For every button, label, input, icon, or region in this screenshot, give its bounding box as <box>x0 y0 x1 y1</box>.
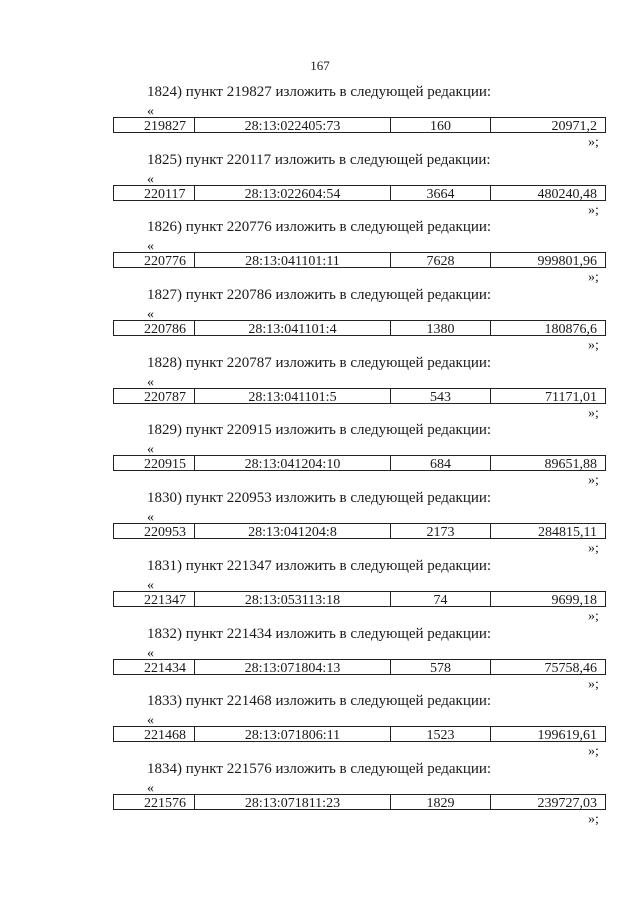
table-row <box>113 117 606 133</box>
amendment-entry <box>0 422 640 490</box>
amendment-heading: 1825) пункт 220117 изложить в следующей редакции: <box>147 151 491 168</box>
closing-quote: »; <box>588 744 599 760</box>
amendment-entry <box>0 693 640 761</box>
amendment-heading: 1826) пункт 220776 изложить в следующей редакции: <box>147 219 492 236</box>
table-row <box>113 591 606 607</box>
amount-cell: 75758,46 <box>490 660 605 674</box>
table-row <box>113 726 606 742</box>
closing-quote: »; <box>588 338 599 354</box>
item-number-cell: 219827 <box>144 119 186 132</box>
amendment-entry <box>0 355 640 423</box>
area-cell: 7628 <box>390 253 490 267</box>
cadastral-number-cell: 28:13:022604:54 <box>194 186 390 200</box>
amount-cell: 9699,18 <box>490 592 605 606</box>
closing-quote: »; <box>588 608 599 624</box>
opening-quote: « <box>147 442 154 458</box>
page-number: 167 <box>310 58 330 73</box>
amendment-heading: 1830) пункт 220953 изложить в следующей редакции: <box>147 490 492 507</box>
closing-quote: »; <box>588 270 599 286</box>
amount-cell: 71171,01 <box>490 389 605 403</box>
cadastral-number-cell: 28:13:041101:5 <box>194 389 390 403</box>
item-number-cell: 220915 <box>144 457 186 471</box>
amount-cell: 180876,6 <box>490 321 605 335</box>
opening-quote: « <box>147 577 154 593</box>
item-number-cell: 220117 <box>144 186 186 200</box>
amount-cell: 480240,48 <box>490 186 605 200</box>
area-cell: 1380 <box>390 321 490 335</box>
cadastral-number-cell: 28:13:071804:13 <box>194 660 390 674</box>
item-number-cell: 221576 <box>144 795 186 809</box>
cadastral-number-cell: 28:13:041101:4 <box>194 321 390 335</box>
item-number-cell: 221347 <box>144 592 186 606</box>
closing-quote: »; <box>588 541 599 557</box>
amount-cell: 284815,11 <box>490 524 605 538</box>
opening-quote: « <box>147 374 154 390</box>
table-row <box>113 185 606 201</box>
amendment-heading: 1832) пункт 221434 изложить в следующей редакции: <box>147 625 492 642</box>
opening-quote: « <box>147 104 154 119</box>
area-cell: 684 <box>390 456 490 470</box>
item-number-cell: 221468 <box>144 728 186 742</box>
amendment-entry <box>0 490 640 558</box>
opening-quote: « <box>147 713 154 729</box>
amendment-list <box>0 84 640 829</box>
amendment-entry <box>0 84 640 152</box>
amendment-entry <box>0 152 640 220</box>
closing-quote: »; <box>588 676 599 692</box>
cadastral-number-cell: 28:13:053113:18 <box>194 592 390 606</box>
area-cell: 578 <box>390 660 490 674</box>
amount-cell: 89651,88 <box>490 456 605 470</box>
area-cell: 160 <box>390 118 490 132</box>
closing-quote: »; <box>588 405 599 421</box>
amount-cell: 999801,96 <box>490 253 605 267</box>
cadastral-number-cell: 28:13:041204:10 <box>194 456 390 470</box>
cadastral-number-cell: 28:13:071811:23 <box>194 795 390 809</box>
amendment-heading: 1828) пункт 220787 изложить в следующей редакции: <box>147 354 492 371</box>
cadastral-number-cell: 28:13:071806:11 <box>194 727 390 741</box>
area-cell: 543 <box>390 389 490 403</box>
amendment-heading: 1827) пункт 220786 изложить в следующей редакции: <box>147 287 492 304</box>
amendment-heading: 1834) пункт 221576 изложить в следующей редакции: <box>147 760 492 777</box>
table-row <box>113 320 606 336</box>
table-row <box>113 252 606 268</box>
opening-quote: « <box>147 171 154 187</box>
item-number-cell: 221434 <box>144 660 186 674</box>
item-number-cell: 220776 <box>144 254 186 268</box>
amount-cell: 199619,61 <box>490 727 605 741</box>
item-number-cell: 220786 <box>144 322 186 336</box>
closing-quote: »; <box>588 811 599 827</box>
amount-cell: 20971,2 <box>490 118 605 132</box>
table-row <box>113 794 606 810</box>
area-cell: 3664 <box>390 186 490 200</box>
amendment-heading: 1829) пункт 220915 изложить в следующей редакции: <box>147 422 492 439</box>
cadastral-number-cell: 28:13:022405:73 <box>194 118 390 132</box>
closing-quote: »; <box>588 202 599 218</box>
area-cell: 2173 <box>390 524 490 538</box>
amendment-heading: 1831) пункт 221347 изложить в следующей редакции: <box>147 557 492 574</box>
amendment-entry <box>0 287 640 355</box>
cadastral-number-cell: 28:13:041204:8 <box>194 524 390 538</box>
area-cell: 1523 <box>390 727 490 741</box>
item-number-cell: 220953 <box>144 525 186 539</box>
cadastral-number-cell: 28:13:041101:11 <box>194 253 390 267</box>
area-cell: 74 <box>390 592 490 606</box>
table-row <box>113 523 606 539</box>
amendment-heading: 1824) пункт 219827 изложить в следующей редакции: <box>147 84 492 100</box>
opening-quote: « <box>147 307 154 323</box>
amount-cell: 239727,03 <box>490 795 605 809</box>
closing-quote: »; <box>588 473 599 489</box>
opening-quote: « <box>147 510 154 526</box>
opening-quote: « <box>147 780 154 796</box>
item-number-cell: 220787 <box>144 389 186 403</box>
table-row <box>113 659 606 675</box>
opening-quote: « <box>147 239 154 255</box>
closing-quote: »; <box>588 135 599 150</box>
amendment-entry <box>0 219 640 287</box>
table-row <box>113 388 606 404</box>
table-row <box>113 455 606 471</box>
amendment-entry <box>0 558 640 626</box>
amendment-entry <box>0 761 640 829</box>
amendment-entry <box>0 626 640 694</box>
opening-quote: « <box>147 645 154 661</box>
amendment-heading: 1833) пункт 221468 изложить в следующей редакции: <box>147 693 492 710</box>
area-cell: 1829 <box>390 795 490 809</box>
